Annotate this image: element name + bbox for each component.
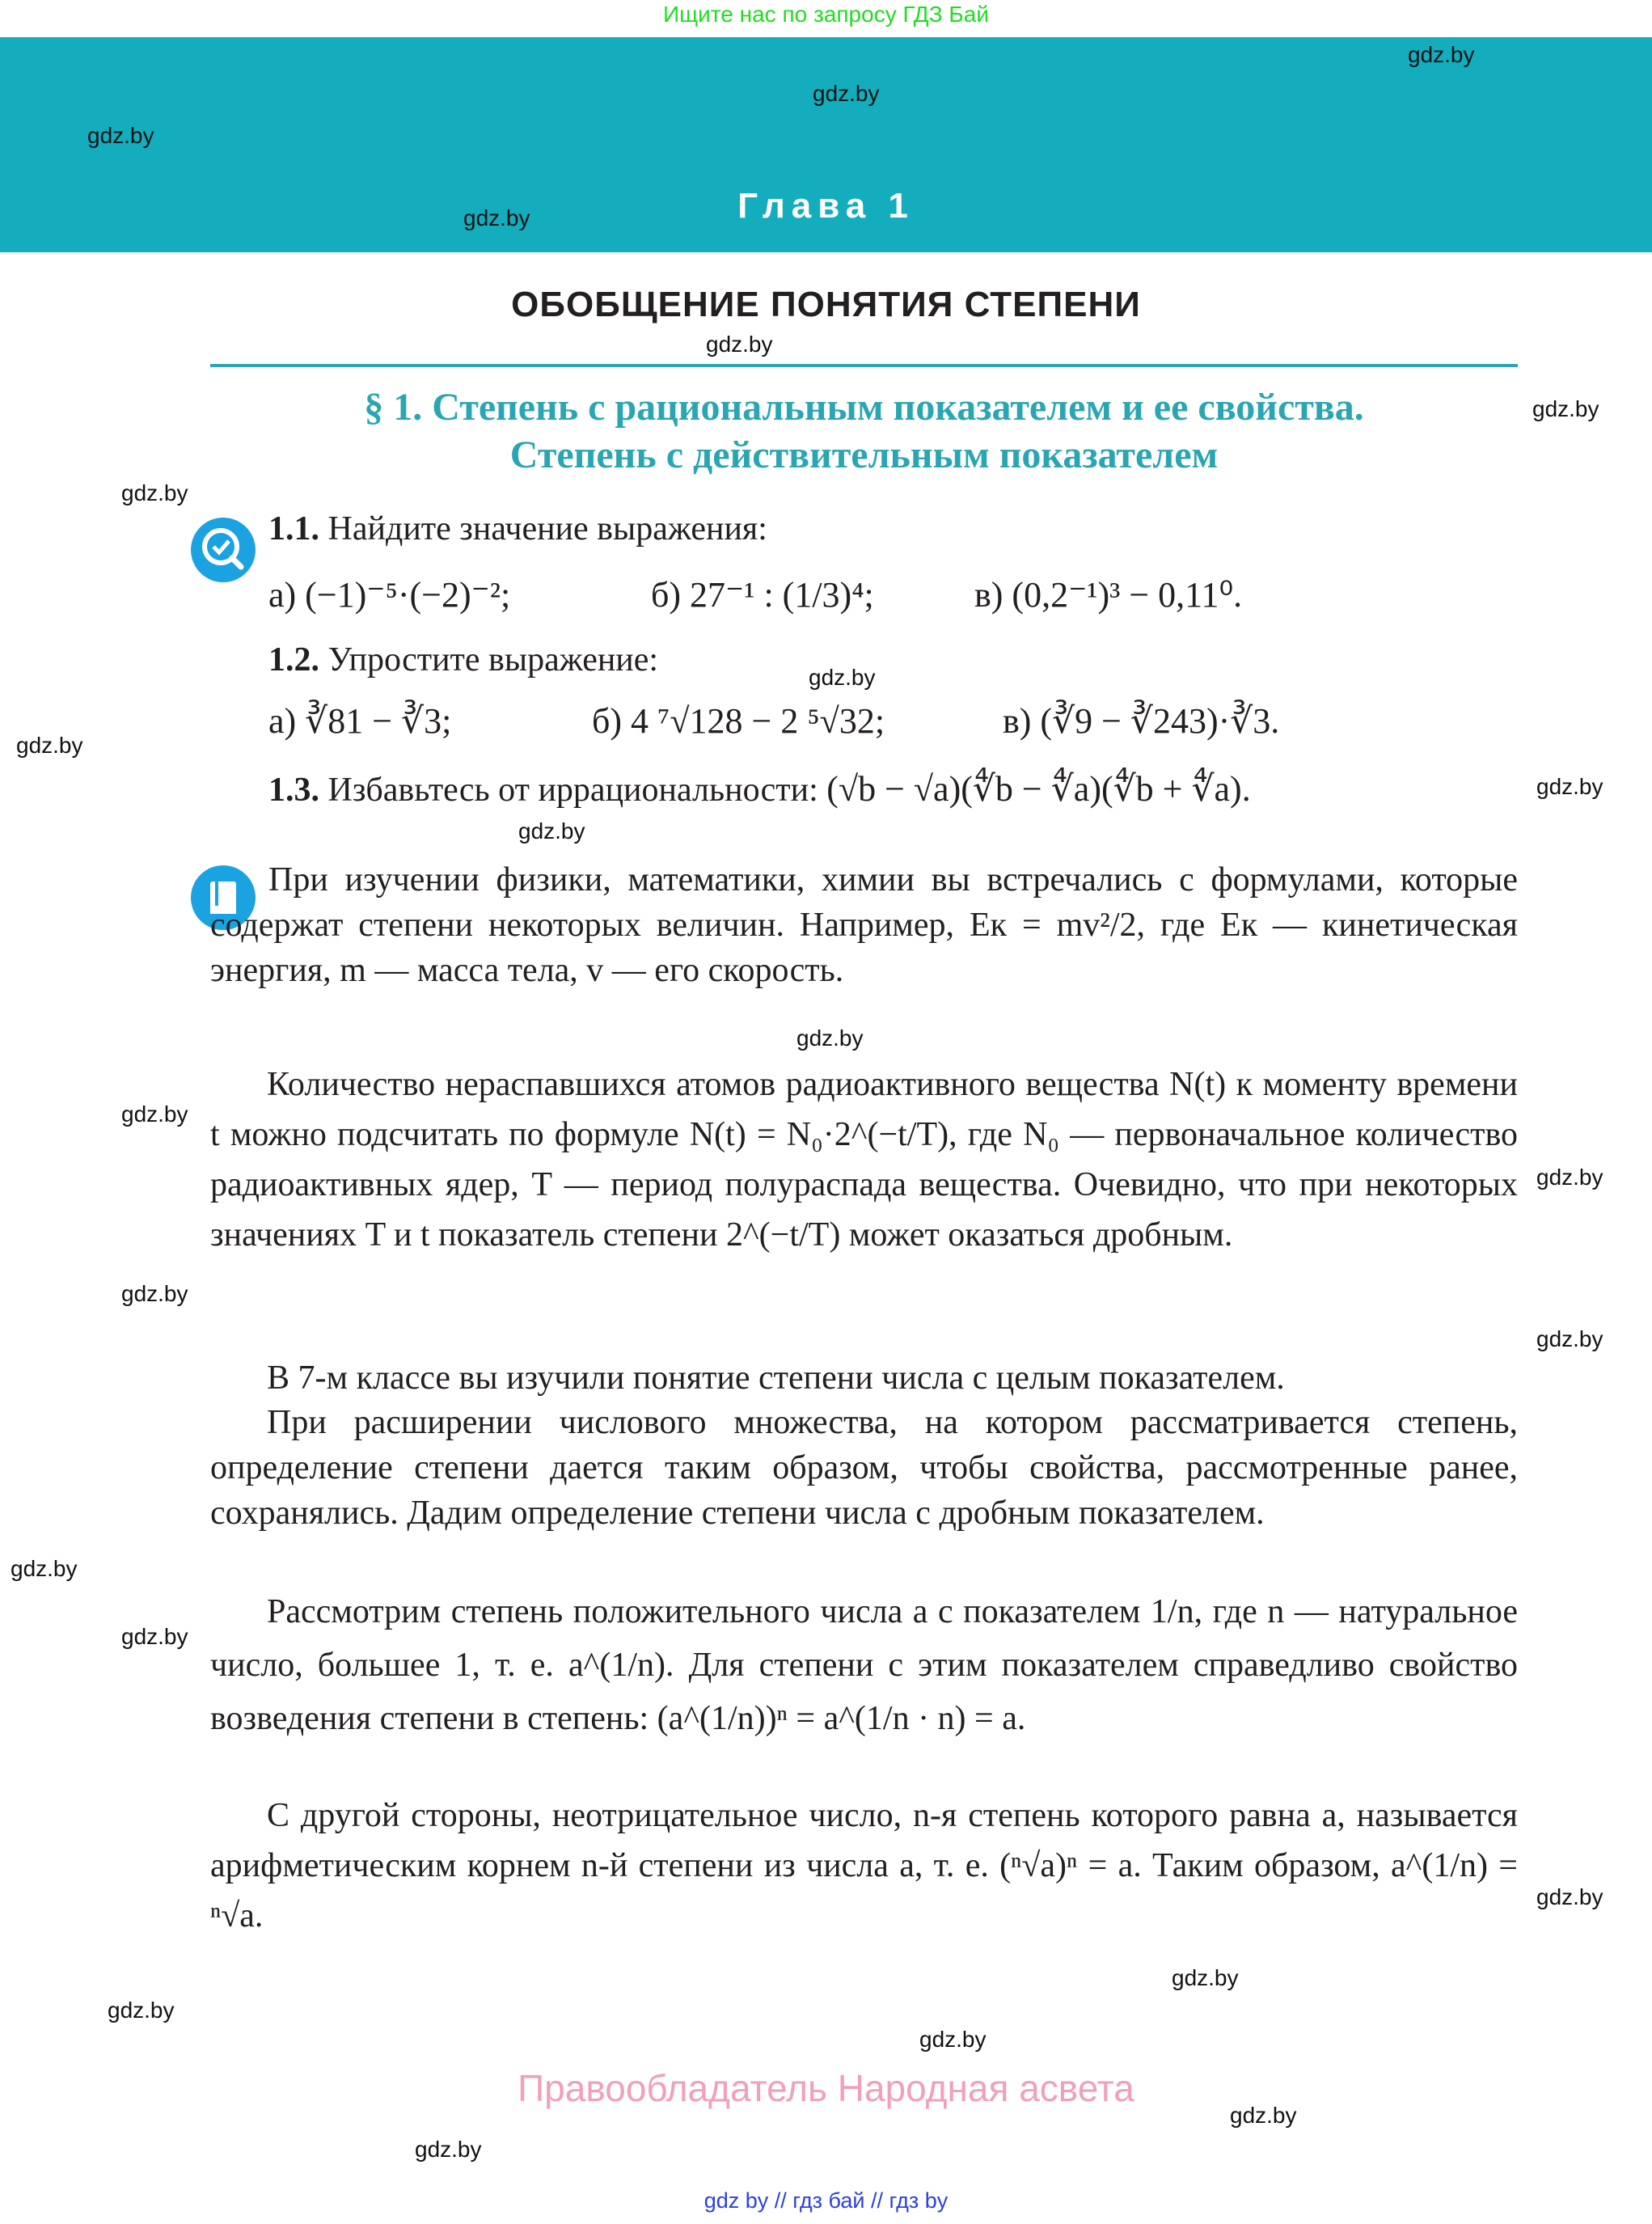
task-1-3 xyxy=(268,768,1251,810)
watermark: gdz.by xyxy=(121,1281,188,1306)
task-number: 1.3. xyxy=(268,772,319,809)
task-1-3-expr: (√b − √a)(∜b − ∜a)(∜b + ∜a). xyxy=(826,769,1251,809)
task-1-1-b: б) 27⁻¹ : (1/3)⁴; xyxy=(651,575,874,615)
task-1-1-a: а) (−1)⁻⁵·(−2)⁻²; xyxy=(268,575,511,615)
watermark: gdz.by xyxy=(809,665,876,690)
section-title-line2: Степень с действительным показателем xyxy=(509,433,1219,476)
watermark: gdz.by xyxy=(16,733,83,758)
divider xyxy=(210,364,1518,367)
watermark: gdz.by xyxy=(11,1556,78,1581)
watermark: gdz.by xyxy=(813,81,880,106)
watermark: gdz.by xyxy=(796,1025,864,1051)
part-title: ОБОБЩЕНИЕ ПОНЯТИЯ СТЕПЕНИ xyxy=(511,285,1141,324)
watermark: gdz.by xyxy=(1536,774,1603,799)
paragraph-1: При изучении физики, математики, химии вы встречались с формулами, которые содержат степени некоторых величин. Например, Eк = mv²/2, где Eк — кинетическая энергия, m — масса тела, v — его скорость. xyxy=(210,861,1518,989)
watermark: gdz.by xyxy=(415,2137,482,2162)
chapter-title: Глава 1 xyxy=(737,186,915,226)
watermark: gdz.by xyxy=(1536,1326,1603,1351)
task-number: 1.2. xyxy=(268,641,319,679)
paragraph-4: При расширении числового множества, на котором рассматривается степень, определение степени дается таким образом, чтобы свойства, рассмотренные ранее, сохранялись. Дадим определение степени числа с дробным показателем. xyxy=(210,1404,1518,1532)
watermark: gdz.by xyxy=(108,1998,175,2023)
task-number: 1.1. xyxy=(268,510,319,548)
search-check-icon xyxy=(191,518,256,582)
watermark: gdz.by xyxy=(1536,1165,1603,1190)
section-title-line1: § 1. Степень с рациональным показателем и ее свойства. xyxy=(364,386,1364,429)
watermark: gdz.by xyxy=(121,480,188,505)
task-text: Найдите значение выражения: xyxy=(327,510,767,548)
watermark: gdz.by xyxy=(121,1101,188,1127)
task-1-1-c: в) (0,2⁻¹)³ − 0,11⁰. xyxy=(974,575,1243,615)
paragraph-6: С другой стороны, неотрицательное число, n-я степень которого равна a, называется арифметическим корнем n-й степени из числа a, т. е. (ⁿ√a)ⁿ = a. Таким образом, a^(1/n) = ⁿ√a. xyxy=(210,1797,1518,1934)
watermark: gdz.by xyxy=(87,123,154,148)
top-banner[interactable]: Ищите нас по запросу ГДЗ Бай xyxy=(662,2,990,27)
paragraph-2: Количество нераспавшихся атомов радиоактивного вещества N(t) к моменту времени t можно подсчитать по формуле N(t) = N₀·2^(−t/T), где N₀ — первоначальное количество радиоактивных ядер, T — период полураспада вещества. Очевидно, что при некоторых значениях T и t показатель степени 2^(−t/T) может оказаться дробным. xyxy=(210,1066,1518,1254)
task-1-1 xyxy=(268,509,767,548)
task-1-2-c: в) (∛9 − ∛243)·∛3. xyxy=(1003,701,1280,741)
task-text: Упростите выражение: xyxy=(327,641,659,679)
task-1-2 xyxy=(268,641,658,679)
watermark: gdz.by xyxy=(1408,42,1475,67)
watermark: gdz.by xyxy=(1230,2103,1297,2128)
watermark: gdz.by xyxy=(1536,1884,1603,1909)
watermark: gdz.by xyxy=(1532,396,1599,421)
footer-links[interactable]: gdz by // гдз бай // гдз by xyxy=(703,2188,949,2213)
watermark: gdz.by xyxy=(463,205,530,230)
task-1-2-b: б) 4 ⁷√128 − 2 ⁵√32; xyxy=(592,701,885,741)
watermark: gdz.by xyxy=(1172,1965,1239,1990)
task-1-2-a: а) ∛81 − ∛3; xyxy=(268,701,452,741)
watermark: gdz.by xyxy=(121,1624,188,1649)
watermark: gdz.by xyxy=(919,2027,987,2052)
task-text: Избавьтесь от иррациональности: xyxy=(327,772,818,809)
watermark: gdz.by xyxy=(706,332,773,357)
paragraph-3: В 7-м классе вы изучили понятие степени числа с целым показателем. xyxy=(267,1359,1285,1397)
paragraph-5: Рассмотрим степень положительного числа a с показателем 1/n, где n — натуральное число, большее 1, т. е. a^(1/n). Для степени с этим показателем справедливо свойство возведения степени в степень: (a^(1/n))ⁿ = a^(1/n · n) = a. xyxy=(210,1593,1518,1737)
watermark: gdz.by xyxy=(518,818,585,844)
copyright: Правообладатель Народная асвета xyxy=(518,2067,1134,2109)
